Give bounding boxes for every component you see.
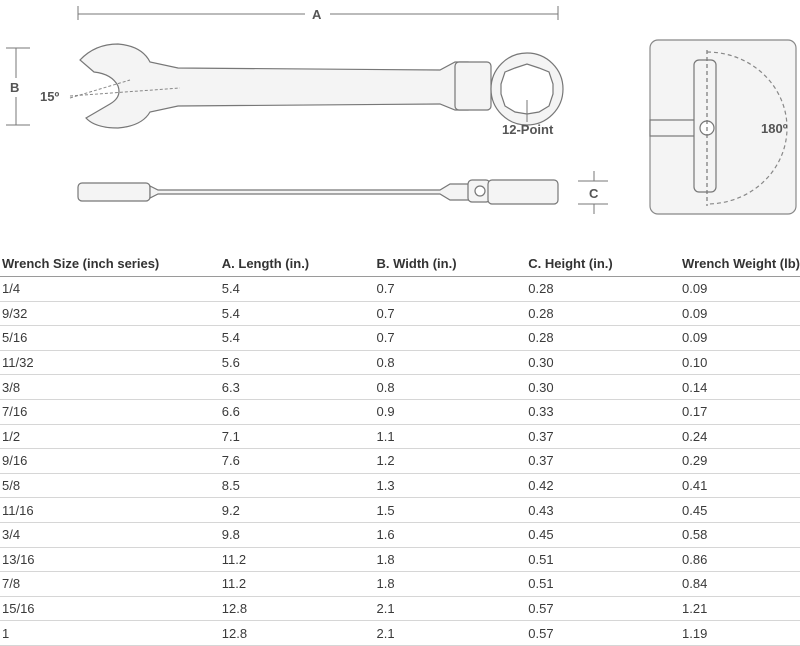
cell-size: 1/2 <box>0 424 220 449</box>
table-row <box>0 522 800 547</box>
cell-length: 5.6 <box>220 350 375 375</box>
cell-length: 8.5 <box>220 473 375 498</box>
rotation-label: 180º <box>761 121 788 136</box>
cell-length: 9.8 <box>220 522 375 547</box>
header-height: C. Height (in.) <box>526 250 680 277</box>
table-row <box>0 473 800 498</box>
header-wrench-size: Wrench Size (inch series) <box>0 250 220 277</box>
cell-length: 7.6 <box>220 449 375 474</box>
cell-weight: 0.09 <box>680 326 800 351</box>
cell-width: 1.5 <box>375 498 527 523</box>
cell-length: 12.8 <box>220 621 375 646</box>
cell-height: 0.45 <box>526 522 680 547</box>
cell-height: 0.30 <box>526 375 680 400</box>
table-row <box>0 596 800 621</box>
cell-size: 7/8 <box>0 572 220 597</box>
cell-weight: 0.45 <box>680 498 800 523</box>
cell-size: 1 <box>0 621 220 646</box>
table-row <box>0 301 800 326</box>
label-a: A <box>312 7 322 22</box>
cell-size: 9/16 <box>0 449 220 474</box>
table-row <box>0 621 800 646</box>
cell-height: 0.51 <box>526 547 680 572</box>
cell-size: 3/4 <box>0 522 220 547</box>
table-row <box>0 424 800 449</box>
cell-height: 0.57 <box>526 596 680 621</box>
cell-width: 0.9 <box>375 399 527 424</box>
cell-width: 1.8 <box>375 547 527 572</box>
cell-width: 0.8 <box>375 350 527 375</box>
spec-table <box>0 250 800 646</box>
cell-height: 0.57 <box>526 621 680 646</box>
cell-weight: 0.86 <box>680 547 800 572</box>
cell-height: 0.51 <box>526 572 680 597</box>
cell-width: 0.8 <box>375 375 527 400</box>
cell-width: 1.8 <box>375 572 527 597</box>
cell-width: 1.1 <box>375 424 527 449</box>
cell-weight: 0.84 <box>680 572 800 597</box>
wrench-side-view <box>78 180 558 204</box>
cell-weight: 1.19 <box>680 621 800 646</box>
cell-length: 5.4 <box>220 277 375 302</box>
label-b: B <box>10 80 20 95</box>
cell-size: 7/16 <box>0 399 220 424</box>
cell-size: 1/4 <box>0 277 220 302</box>
cell-weight: 0.14 <box>680 375 800 400</box>
cell-width: 0.7 <box>375 277 527 302</box>
cell-width: 0.7 <box>375 301 527 326</box>
cell-weight: 0.24 <box>680 424 800 449</box>
cell-weight: 0.09 <box>680 277 800 302</box>
cell-width: 1.3 <box>375 473 527 498</box>
header-weight: Wrench Weight (lb) <box>680 250 800 277</box>
table-header-row <box>0 250 800 277</box>
cell-length: 12.8 <box>220 596 375 621</box>
header-length: A. Length (in.) <box>220 250 375 277</box>
wrench-diagram <box>0 0 800 230</box>
cell-height: 0.37 <box>526 449 680 474</box>
cell-weight: 1.21 <box>680 596 800 621</box>
point-label: 12-Point <box>502 122 554 137</box>
table-row <box>0 399 800 424</box>
cell-size: 5/8 <box>0 473 220 498</box>
cell-weight: 0.29 <box>680 449 800 474</box>
cell-size: 5/16 <box>0 326 220 351</box>
cell-length: 6.3 <box>220 375 375 400</box>
cell-length: 11.2 <box>220 547 375 572</box>
table-row <box>0 498 800 523</box>
cell-length: 9.2 <box>220 498 375 523</box>
cell-weight: 0.58 <box>680 522 800 547</box>
table-row <box>0 350 800 375</box>
cell-width: 2.1 <box>375 621 527 646</box>
table-row <box>0 572 800 597</box>
cell-height: 0.42 <box>526 473 680 498</box>
cell-weight: 0.17 <box>680 399 800 424</box>
cell-length: 5.4 <box>220 301 375 326</box>
cell-length: 6.6 <box>220 399 375 424</box>
cell-height: 0.37 <box>526 424 680 449</box>
cell-size: 15/16 <box>0 596 220 621</box>
table-row <box>0 449 800 474</box>
cell-height: 0.28 <box>526 277 680 302</box>
cell-length: 5.4 <box>220 326 375 351</box>
cell-size: 9/32 <box>0 301 220 326</box>
cell-length: 11.2 <box>220 572 375 597</box>
label-c: C <box>589 186 599 201</box>
header-width: B. Width (in.) <box>375 250 527 277</box>
cell-height: 0.33 <box>526 399 680 424</box>
table-row <box>0 326 800 351</box>
cell-width: 1.6 <box>375 522 527 547</box>
cell-width: 1.2 <box>375 449 527 474</box>
cell-height: 0.43 <box>526 498 680 523</box>
cell-weight: 0.10 <box>680 350 800 375</box>
cell-height: 0.28 <box>526 326 680 351</box>
cell-height: 0.28 <box>526 301 680 326</box>
wrench-top-view <box>80 44 563 128</box>
table-row <box>0 547 800 572</box>
cell-size: 3/8 <box>0 375 220 400</box>
cell-width: 0.7 <box>375 326 527 351</box>
table-row <box>0 375 800 400</box>
cell-size: 11/32 <box>0 350 220 375</box>
cell-size: 13/16 <box>0 547 220 572</box>
cell-weight: 0.09 <box>680 301 800 326</box>
cell-size: 11/16 <box>0 498 220 523</box>
cell-weight: 0.41 <box>680 473 800 498</box>
table-row <box>0 277 800 302</box>
cell-width: 2.1 <box>375 596 527 621</box>
cell-length: 7.1 <box>220 424 375 449</box>
cell-height: 0.30 <box>526 350 680 375</box>
angle-label: 15º <box>40 89 60 104</box>
